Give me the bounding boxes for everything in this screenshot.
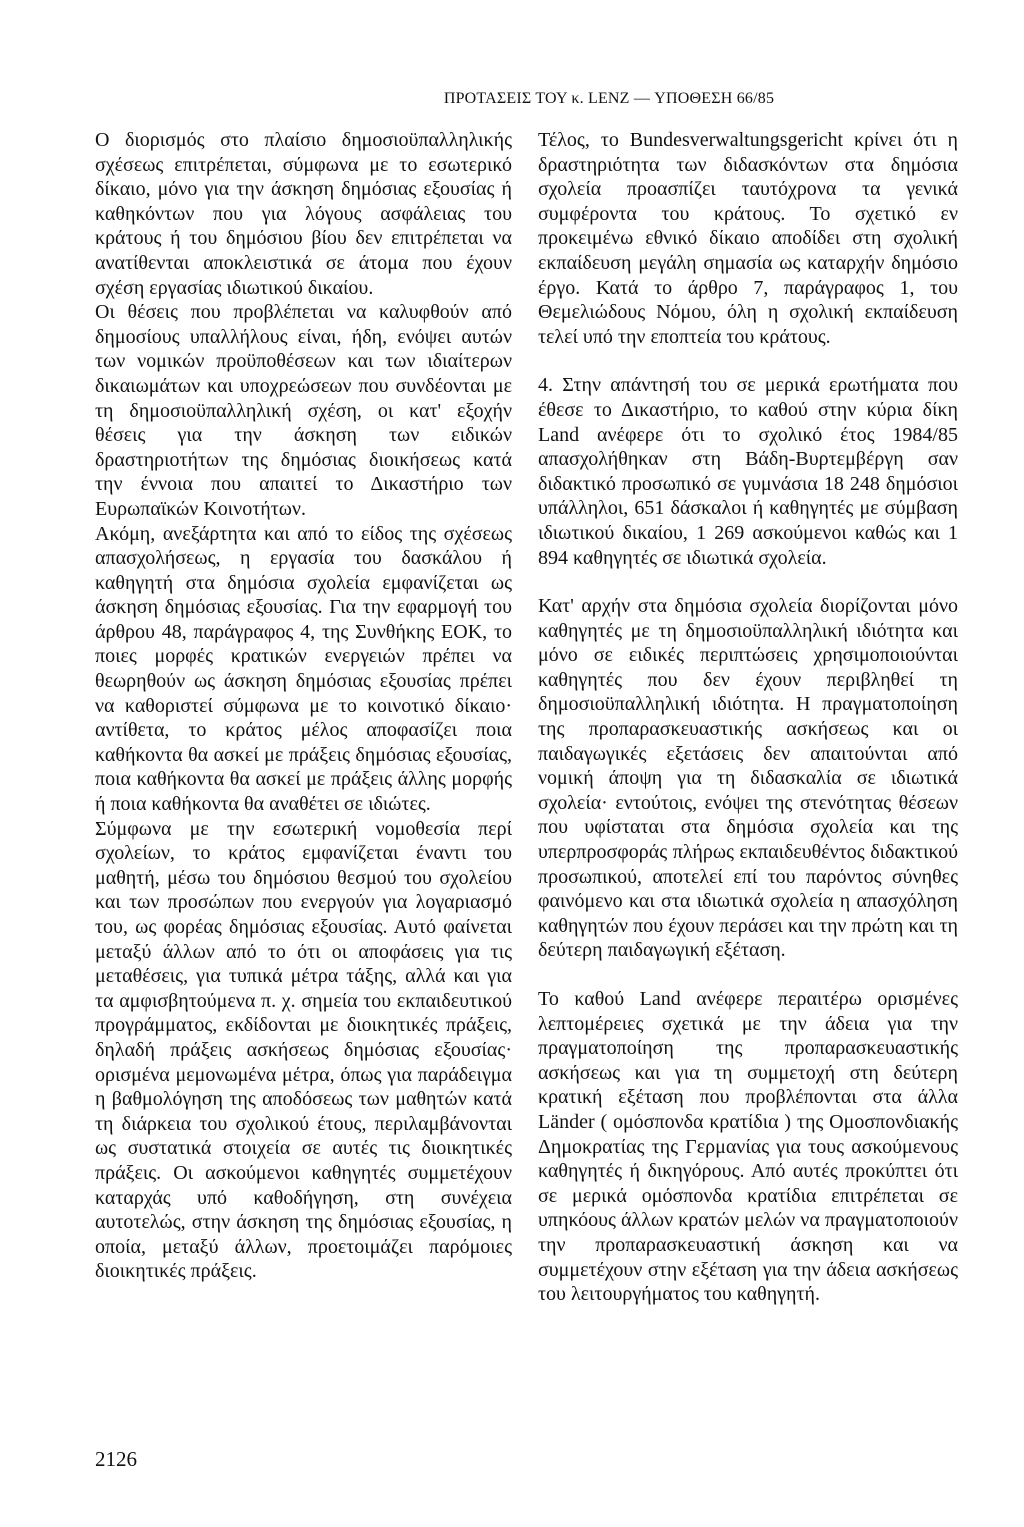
paragraph: 4. Στην απάντησή του σε μερικά ερωτήματα που έθεσε το Δικαστήριο, το καθού στην κύρια δίκη Land ανέφερε ότι το σχολικό έτος 1984/85 απασχολήθηκαν στη Βάδη-Βυρτεμβέργη σαν διδακτικό προσωπικό σε γυμνάσια 18 248 δημόσιοι υπάλληλοι, 651 δάσκαλοι ή καθηγητές με σύμβαση ιδιωτικού δικαίου, 1 269 ασκούμενοι καθώς και 1 894 καθηγητές σε ιδιωτικά σχολεία. (538, 374, 958, 569)
paragraph: Ο διορισμός στο πλαίσιο δημοσιοϋπαλληλικής σχέσεως επιτρέπεται, σύμφωνα με το εσωτερικό δίκαιο, μόνο για την άσκηση δημόσιας εξουσίας ή καθηκόντων που για λόγους ασφάλειας του κράτους ή του δημόσιου βίου δεν επιτρέπεται να ανατίθενται αποκλειστικά σε άτομα που έχουν σχέση εργασίας ιδιωτικού δικαίου. (95, 129, 512, 299)
running-title: ΠΡΟΤΑΣΕΙΣ ΤΟΥ κ. LENZ — ΥΠΟΘΕΣΗ 66/85 (443, 90, 775, 107)
left-column (95, 128, 512, 1284)
paragraph: Οι θέσεις που προβλέπεται να καλυφθούν από δημοσίους υπαλλήλους είναι, ήδη, ενόψει αυτών των νομικών προϋποθέσεων και των ιδιαίτερων δικαιωμάτων και υποχρεώσεων που συνδέονται με τη δημοσιοϋπαλληλική σχέση, οι κατ' εξοχήν θέσεις για την άσκηση των ειδικών δραστηριοτήτων της δημόσιας διοικήσεως κατά την έννοια που απαιτεί το Δικαστήριο των Ευρωπαϊκών Κοινοτήτων. (95, 301, 512, 520)
running-header (0, 90, 1024, 108)
page-number: 2126 (95, 1447, 137, 1471)
paragraph: Τέλος, το Bundesverwaltungsgericht κρίνει ότι η δραστηριότητα των διδασκόντων στα δημόσια σχολεία προασπίζει ταυτόχρονα τα γενικά συμφέροντα του κράτους. Το σχετικό εν προκειμένω εθνικό δίκαιο αποδίδει στη σχολική εκπαίδευση μεγάλη σημασία ως καταρχήν δημόσιο έργο. Κατά το άρθρο 7, παράγραφος 1, του Θεμελιώδους Νόμου, όλη η σχολική εκπαίδευση τελεί υπό την εποπτεία του κράτους. (538, 129, 958, 348)
paragraph: Σύμφωνα με την εσωτερική νομοθεσία περί σχολείων, το κράτος εμφανίζεται έναντι του μαθητή, μέσω του δημόσιου θεσμού του σχολείου και των προσώπων που ενεργούν για λογαριασμό του, ως φορέας δημόσιας εξουσίας. Αυτό φαίνεται μεταξύ άλλων από το ότι οι αποφάσεις για τις μεταθέσεις, για τυπικά μέτρα τάξης, αλλά και για τα αμφισβητούμενα π. χ. σημεία του εκπαιδευτικού προγράμματος, εκδίδονται με διοικητικές πράξεις, δηλαδή πράξεις ασκήσεως δημόσιας εξουσίας· ορισμένα μεμονωμένα μέτρα, όπως για παράδειγμα η βαθμολόγηση της αποδόσεως των μαθητών κατά τη διάρκεια του σχολικού έτους, περιλαμβάνονται ως συστατικά στοιχεία σε αυτές τις διοικητικές πράξεις. Οι ασκούμενοι καθηγητές συμμετέχουν καταρχάς υπό καθοδήγηση, στη συνέχεια αυτοτελώς, στην άσκηση της δημόσιας εξουσίας, η οποία, μεταξύ άλλων, προετοιμάζει παρόμοιες διοικητικές πράξεις. (95, 817, 512, 1283)
paragraph: Κατ' αρχήν στα δημόσια σχολεία διορίζονται μόνο καθηγητές με τη δημοσιοϋπαλληλική ιδιότητα και μόνο σε ειδικές περιπτώσεις χρησιμοποιούνται καθηγητές που δεν έχουν περιβληθεί τη δημοσιοϋπαλληλική ιδιότητα. Η πραγματοποίηση της προπαρασκευαστικής ασκήσεως και οι παιδαγωγικές εξετάσεις δεν απαιτούνται από νομική άποψη για τη διδασκαλία σε ιδιωτικά σχολεία· εντούτοις, ενόψει της στενότητας θέσεων που υφίσταται στα δημόσια σχολεία και της υπερπροσφοράς πλήρως εκπαιδευθέντος διδακτικού προσωπικού, αποτελεί επί του παρόντος σύνηθες φαινόμενο και στα ιδιωτικά σχολεία η απασχόληση καθηγητών που έχουν περάσει και την πρώτη και τη δεύτερη παιδαγωγική εξέταση. (538, 595, 958, 962)
paragraph: Το καθού Land ανέφερε περαιτέρω ορισμένες λεπτομέρειες σχετικά με την άδεια για την πραγματοποίηση της προπαρασκευαστικής ασκήσεως και για τη συμμετοχή στη δεύτερη κρατική εξέταση που προβλέπονται στα άλλα Länder ( ομόσπονδα κρατίδια ) της Ομοσπονδιακής Δημοκρατίας της Γερμανίας για τους ασκούμενους καθηγητές ή δικηγόρους. Από αυτές προκύπτει ότι σε μερικά ομόσπονδα κρατίδια επιτρέπεται σε υπηκόους άλλων κρατών μελών να πραγματοποιούν την προπαρασκευαστική άσκηση και να συμμετέχουν στην εξέταση για την άδεια ασκήσεως του λειτουργήματος του καθηγητή. (538, 988, 958, 1306)
paragraph: Ακόμη, ανεξάρτητα και από το είδος της σχέσεως απασχολήσεως, η εργασία του δασκάλου ή καθηγητή στα δημόσια σχολεία εμφανίζεται ως άσκηση δημόσιας εξουσίας. Για την εφαρμογή του άρθρου 48, παράγραφος 4, της Συνθήκης ΕΟΚ, το ποιες μορφές κρατικών ενεργειών πρέπει να θεωρηθούν ως άσκηση δημόσιας εξουσίας πρέπει να καθοριστεί σύμφωνα με το κοινοτικό δίκαιο· αντίθετα, το κράτος μέλος αποφασίζει ποια καθήκοντα θα ασκεί με πράξεις δημόσιας εξουσίας, ποια καθήκοντα θα ασκεί με πράξεις άλλης μορφής ή ποια καθήκοντα θα αναθέτει σε ιδιώτες. (95, 522, 512, 816)
right-column (538, 128, 958, 1307)
